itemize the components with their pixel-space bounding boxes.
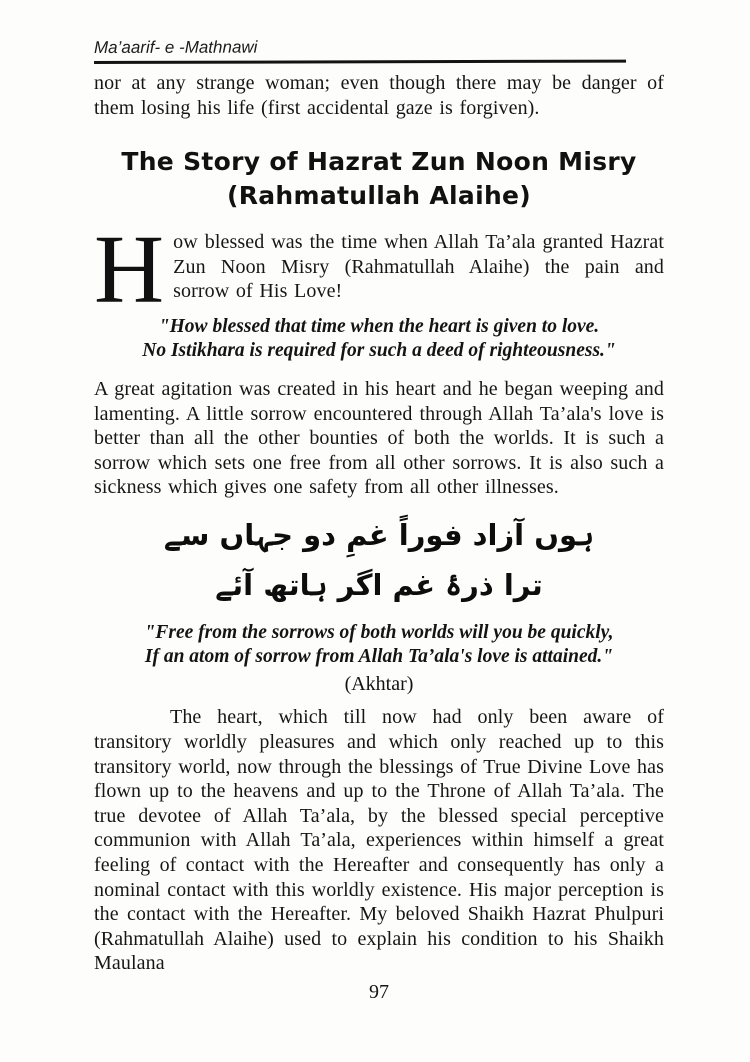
quote1-line1: "How blessed that time when the heart is given to love.	[158, 315, 600, 337]
urdu-couplet-line2: ترا ذرۂ غم اگر ہاتھ آئے	[215, 567, 543, 602]
page-number: 97	[369, 980, 389, 1003]
quote2-line1: "Free from the sorrows of both worlds will you be quickly,	[144, 621, 614, 643]
chapter-title-line2: (Rahmatullah Alaihe)	[226, 181, 532, 211]
paragraph-continuation: nor at any strange woman; even though there may be danger of them losing his life (first accidental gaze is forgiven).	[94, 72, 664, 119]
urdu-couplet	[94, 510, 664, 610]
paragraph-agitation: A great agitation was created in his heart and he began weeping and lamenting. A little sorrow encountered through Allah Ta’ala's love is better than all the other bounties of both the worlds. It is such a sorrow which sets one free from all other sorrows. It is also such a sickness which gives one safety from all other illnesses.	[94, 377, 664, 499]
urdu-couplet-line1: ہوں آزاد فوراً غمِ دو جہاں سے	[163, 517, 595, 552]
quote2-line2: If an atom of sorrow from Allah Ta’ala's love is attained."	[144, 646, 614, 668]
chapter-title	[94, 145, 664, 213]
drop-cap-letter: H	[94, 216, 165, 324]
opening-paragraph	[94, 216, 664, 324]
paragraph-heart: The heart, which till now had only been aware of transitory worldly pleasures and which only reached up to this transitory world, now through the blessings of True Divine Love has flown up to the heavens and up to the Throne of Allah Ta’ala. The true devotee of Allah Ta’ala, by the blessed special perceptive communion with Allah Ta’ala, experiences within himself a great feeling of contact with the Hereafter and consequently has only a nominal contact with this worldly existence. His major perception is the contact with the Hereafter. My beloved Shaikh Hazrat Phulpuri (Rahmatullah Alaihe) used to explain his condition to his Shaikh Maulana	[94, 706, 664, 975]
running-header-title: Ma’aarif- e -Mathnawi	[93, 37, 258, 57]
running-header	[94, 37, 626, 64]
chapter-title-line1: The Story of Hazrat Zun Noon Misry	[121, 147, 637, 177]
couplet-translation-1	[94, 315, 664, 364]
couplet-translation-2	[94, 621, 664, 697]
opening-paragraph-text: ow blessed was the time when Allah Ta’ala granted Hazrat Zun Noon Misry (Rahmatullah Alaihe) the pain and sorrow of His Love!	[173, 231, 664, 303]
quote1-line2: No Istikhara is required for such a deed of righteousness."	[142, 340, 616, 362]
poet-attribution: (Akhtar)	[344, 672, 414, 695]
